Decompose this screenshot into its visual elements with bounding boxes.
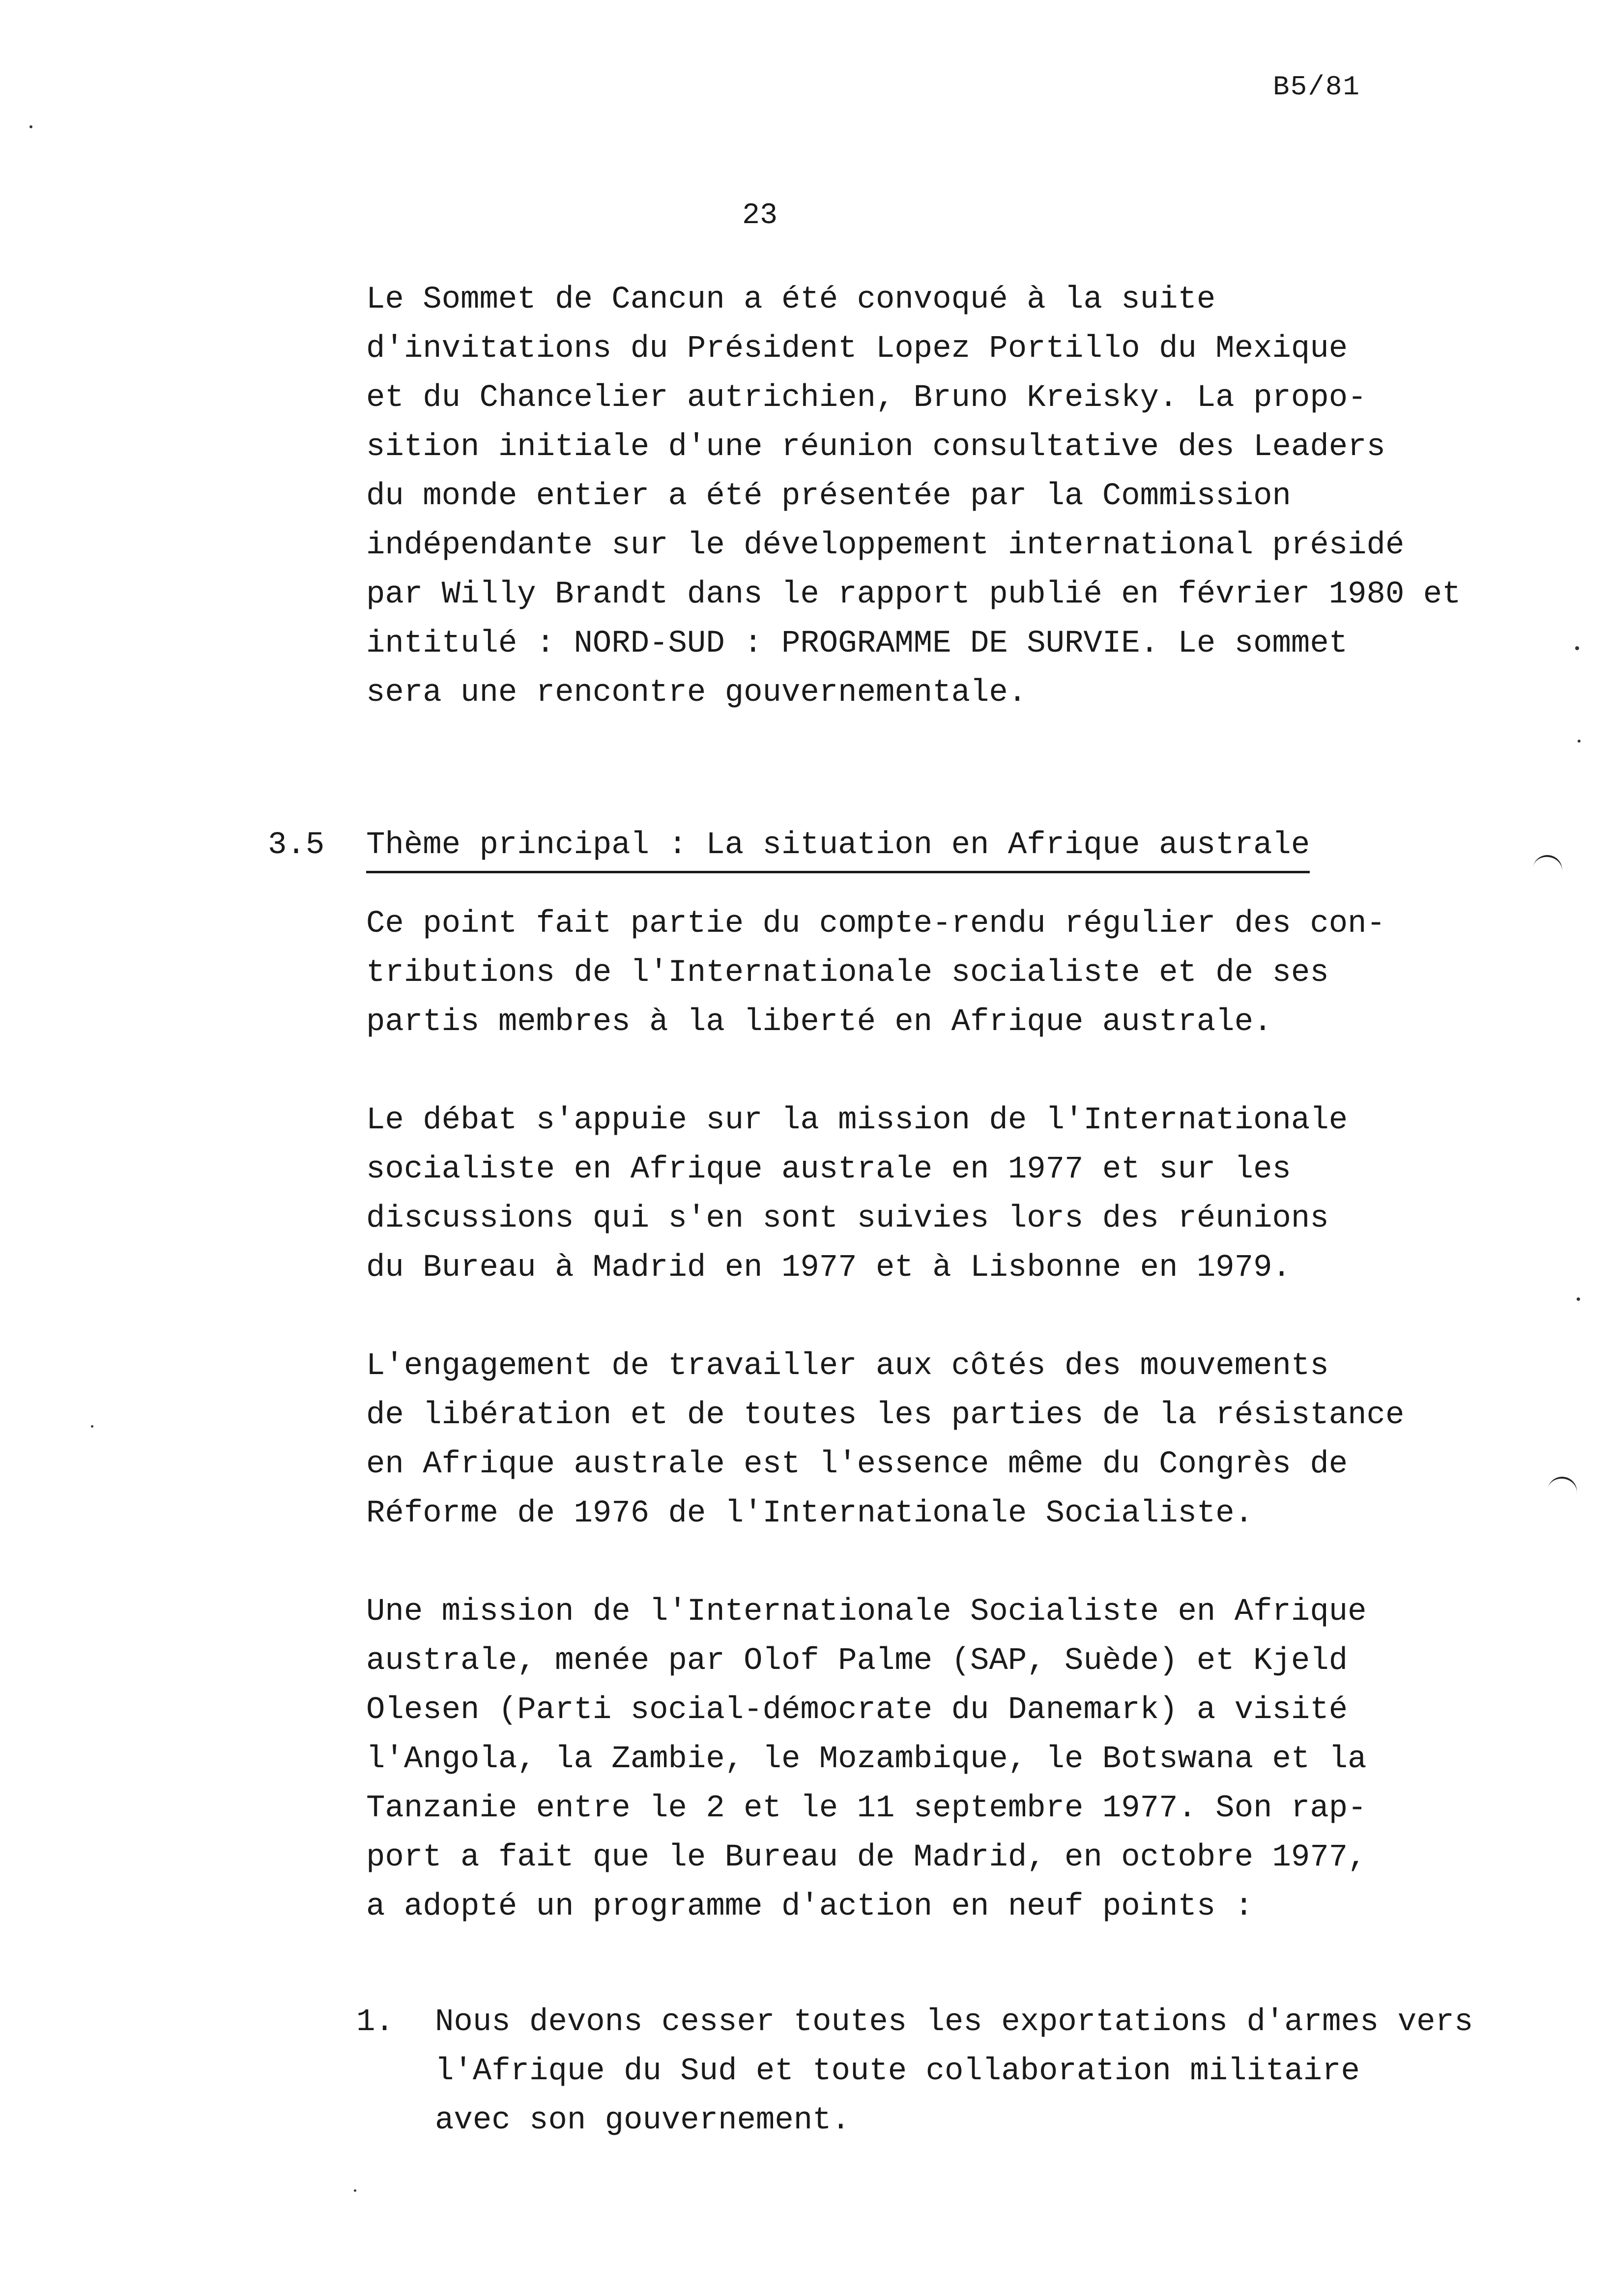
intro-paragraph xyxy=(366,275,1461,718)
paragraph-line: Ce point fait partie du compte-rendu régulier des con- xyxy=(366,906,1385,942)
paragraph-line: sera une rencontre gouvernementale. xyxy=(366,675,1027,711)
paragraph-line: Le débat s'appuie sur la mission de l'Internationale xyxy=(366,1103,1348,1138)
paragraph-line: partis membres à la liberté en Afrique australe. xyxy=(366,1004,1272,1040)
paragraph-line: l'Angola, la Zambie, le Mozambique, le Botswana et la xyxy=(366,1742,1367,1777)
paragraph-line: de libération et de toutes les parties de la résistance xyxy=(366,1398,1405,1433)
page-number: 23 xyxy=(742,199,778,232)
section-paragraph-1 xyxy=(366,899,1385,1047)
list-item-text xyxy=(435,1998,1473,2145)
paragraph-line: et du Chancelier autrichien, Bruno Kreisky. La propo- xyxy=(366,380,1367,416)
scan-speck xyxy=(1575,646,1579,650)
scan-hole-mark xyxy=(1532,853,1565,879)
list-item-line: Nous devons cesser toutes les exportations d'armes vers xyxy=(435,2005,1473,2040)
paragraph-line: du monde entier a été présentée par la Commission xyxy=(366,479,1291,514)
section-paragraph-2 xyxy=(366,1096,1348,1292)
scan-speck xyxy=(29,125,32,128)
paragraph-line: tributions de l'Internationale socialiste et de ses xyxy=(366,955,1329,991)
paragraph-line: L'engagement de travailler aux côtés des mouvements xyxy=(366,1349,1329,1384)
section-paragraph-3 xyxy=(366,1342,1404,1538)
paragraph-line: indépendante sur le développement international présidé xyxy=(366,528,1405,563)
paragraph-line: Tanzanie entre le 2 et le 11 septembre 1977. Son rap- xyxy=(366,1791,1367,1826)
paragraph-line: Une mission de l'Internationale Socialiste en Afrique xyxy=(366,1594,1367,1630)
section-paragraph-4 xyxy=(366,1587,1367,1931)
list-item-line: avec son gouvernement. xyxy=(435,2103,850,2138)
scan-speck xyxy=(354,2189,356,2192)
paragraph-line: socialiste en Afrique australe en 1977 et sur les xyxy=(366,1152,1291,1187)
paragraph-line: d'invitations du Président Lopez Portillo du Mexique xyxy=(366,331,1348,367)
paragraph-line: a adopté un programme d'action en neuf points : xyxy=(366,1889,1254,1924)
list-item-line: l'Afrique du Sud et toute collaboration militaire xyxy=(435,2054,1360,2089)
scan-speck xyxy=(1578,740,1581,743)
paragraph-line: discussions qui s'en sont suivies lors des réunions xyxy=(366,1201,1329,1236)
scan-speck xyxy=(1577,1297,1580,1301)
paragraph-line: par Willy Brandt dans le rapport publié en février 1980 et xyxy=(366,577,1461,612)
paragraph-line: du Bureau à Madrid en 1977 et à Lisbonne en 1979. xyxy=(366,1250,1291,1286)
section-title: Thème principal : La situation en Afrique australe xyxy=(366,821,1310,873)
paragraph-line: intitulé : NORD-SUD : PROGRAMME DE SURVIE. Le sommet xyxy=(366,626,1348,661)
list-item-number: 1. xyxy=(356,2005,394,2040)
paragraph-line: Olesen (Parti social-démocrate du Danemark) a visité xyxy=(366,1693,1348,1728)
document-reference: B5/81 xyxy=(1273,71,1361,103)
paragraph-line: australe, menée par Olof Palme (SAP, Suède) et Kjeld xyxy=(366,1643,1348,1679)
paragraph-line: sition initiale d'une réunion consultative des Leaders xyxy=(366,430,1385,465)
paragraph-line: en Afrique australe est l'essence même du Congrès de xyxy=(366,1447,1348,1482)
paragraph-line: port a fait que le Bureau de Madrid, en octobre 1977, xyxy=(366,1840,1367,1875)
paragraph-line: Réforme de 1976 de l'Internationale Socialiste. xyxy=(366,1496,1254,1531)
scan-hole-mark xyxy=(1547,1474,1580,1501)
scan-speck xyxy=(91,1425,93,1428)
section-number: 3.5 xyxy=(268,828,325,863)
paragraph-line: Le Sommet de Cancun a été convoqué à la suite xyxy=(366,282,1216,317)
